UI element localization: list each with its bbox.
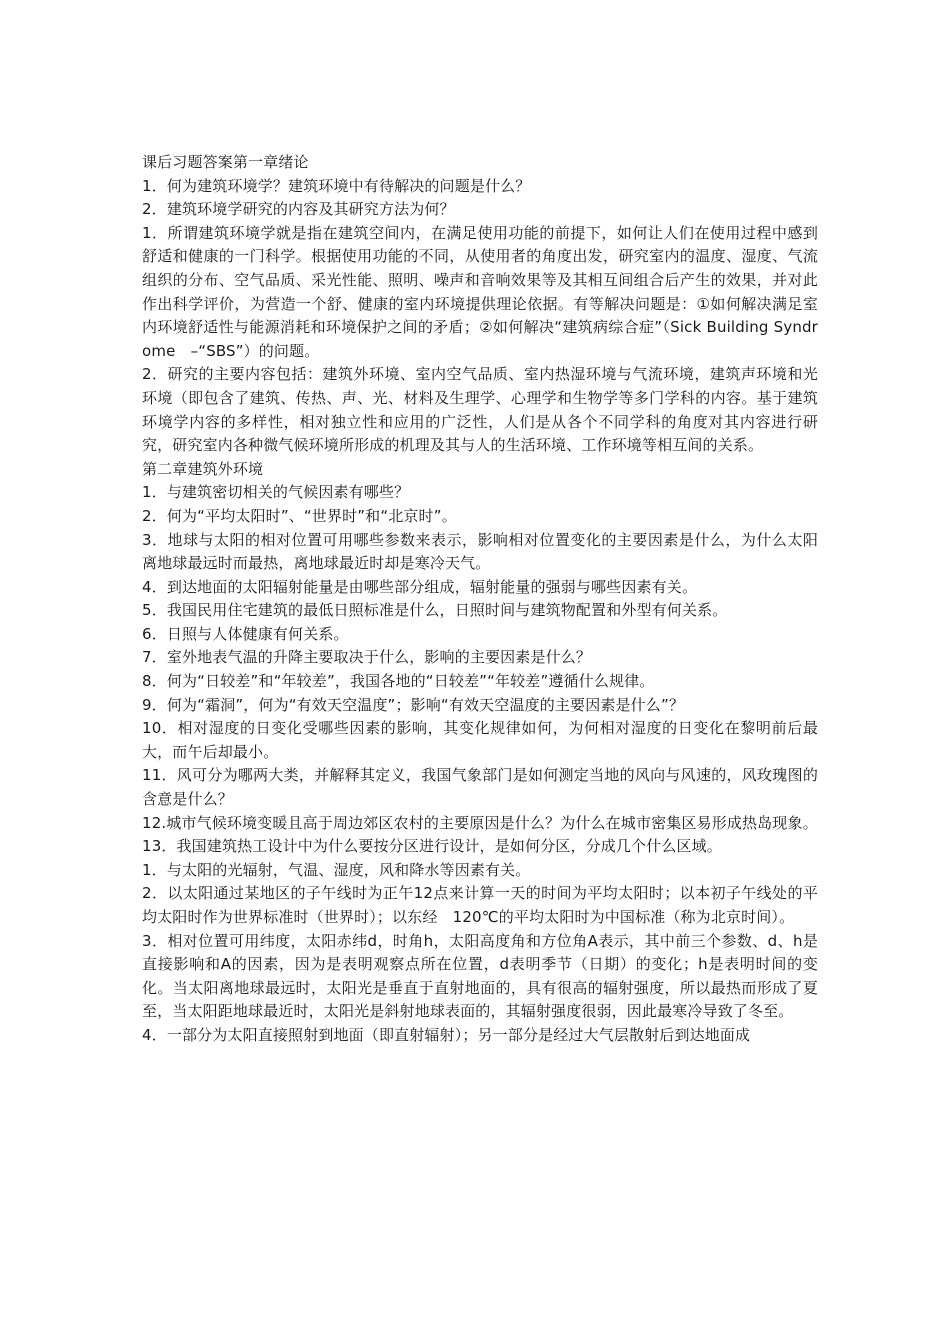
question-paragraph: 7．室外地表气温的升降主要取决于什么，影响的主要因素是什么？ <box>142 648 592 667</box>
question-paragraph: 2．何为“平均太阳时”、“世界时”和“北京时”。 <box>142 506 457 525</box>
chapter-1-title: 课后习题答案第一章绪论 <box>142 153 309 171</box>
question-paragraph: 5．我国民用住宅建筑的最低日照标准是什么，日照时间与建筑物配置和外型有何关系。 <box>142 601 728 620</box>
question-paragraph: 3．地球与太阳的相对位置可用哪些参数来表示，影响相对位置变化的主要因素是什么，为什么太阳离地球最远时而最热，离地球最近时却是寒冷天气。 <box>142 530 818 573</box>
question-paragraph: 12.城市气候环境变暖且高于周边郊区农村的主要原因是什么？为什么在城市密集区易形成热岛现象。 <box>142 813 818 832</box>
question-paragraph: 1．与建筑密切相关的气候因素有哪些？ <box>142 483 410 502</box>
question-paragraph: 13．我国建筑热工设计中为什么要按分区进行设计，是如何分区，分成几个什么区域。 <box>142 837 722 856</box>
question-paragraph: 9．何为“霜洞”，何为“有效天空温度”；影响“有效天空温度的主要因素是什么”？ <box>142 695 685 714</box>
answer-paragraph: 2．以太阳通过某地区的子午线时为正午12点来计算一天的时间为平均太阳时；以本初子午线处的平均太阳时作为世界标准时（世界时）；以东经 120℃的平均太阳时为中国标准（称为北京时间）。 <box>142 884 818 926</box>
answer-paragraph: 2．研究的主要内容包括：建筑外环境、室内空气品质、室内热湿环境与气流环境，建筑声环境和光环境（即包含了建筑、传热、声、光、材料及生理学、心理学和生物学等多门学科的内容。基于建筑环境学内容的多样性，相对独立性和应用的广泛性，人们是从各个不同学科的角度对其内容进行研究，研究室内各种微气候环境所形成的机理及其与人的生活环境、工作环境等相互间的关系。 <box>142 365 818 455</box>
answer-paragraph: 3．相对位置可用纬度，太阳赤纬d，时角h，太阳高度角和方位角A表示，其中前三个参数、d、h是直接影响和A的因素，因为是表明观察点所在位置，d表明季节（日期）的变化；h是表明时间的变化。当太阳离地球最远时，太阳光是垂直于直射地面的，具有很高的辐射强度，所以最热而形成了夏至，当太阳距地球最近时，太阳光是斜射地球表面的，其辐射强度很弱，因此最寒冷导致了冬至。 <box>142 931 818 1021</box>
question-paragraph: 1．何为建筑环境学？建筑环境中有待解决的问题是什么？ <box>142 176 531 195</box>
question-paragraph: 4．到达地面的太阳辐射能量是由哪些部分组成，辐射能量的强弱与哪些因素有关。 <box>142 577 698 596</box>
question-paragraph: 8．何为“日较差”和“年较差”，我国各地的“日较差”“年较差”遵循什么规律。 <box>142 672 655 691</box>
question-paragraph: 10．相对湿度的日变化受哪些因素的影响，其变化规律如何，为何相对湿度的日变化在黎明前后最大，而午后却最小。 <box>142 719 818 761</box>
answer-paragraph: 1．与太阳的光辐射，气温、湿度，风和降水等因素有关。 <box>142 860 531 879</box>
document-body <box>142 151 818 1048</box>
answer-paragraph: 4．一部分为太阳直接照射到地面（即直射辐射）；另一部分是经过大气层散射后到达地面成 <box>142 1025 751 1044</box>
question-paragraph: 2．建筑环境学研究的内容及其研究方法为何？ <box>142 200 455 219</box>
answer-paragraph: 1．所谓建筑环境学就是指在建筑空间内，在满足使用功能的前提下，如何让人们在使用过程中感到舒适和健康的一门科学。根据使用功能的不同，从使用者的角度出发，研究室内的温度、湿度、气流组织的分布、空气品质、采光性能、照明、噪声和音响效果等及其相互间组合后产生的效果，并对此作出科学评价，为营造一个舒、健康的室内环境提供理论依据。有等解决问题是：①如何解决满足室内环境舒适性与能源消耗和环境保护之间的矛盾；②如何解决“建筑病综合症”（Sick Building Syndrome –“SBS”）的问题。 <box>142 223 818 360</box>
chapter-2-title: 第二章建筑外环境 <box>142 459 264 478</box>
question-paragraph: 6．日照与人体健康有何关系。 <box>142 624 349 643</box>
question-paragraph: 11．风可分为哪两大类，并解释其定义，我国气象部门是如何测定当地的风向与风速的，风玫瑰图的含意是什么？ <box>142 766 818 809</box>
